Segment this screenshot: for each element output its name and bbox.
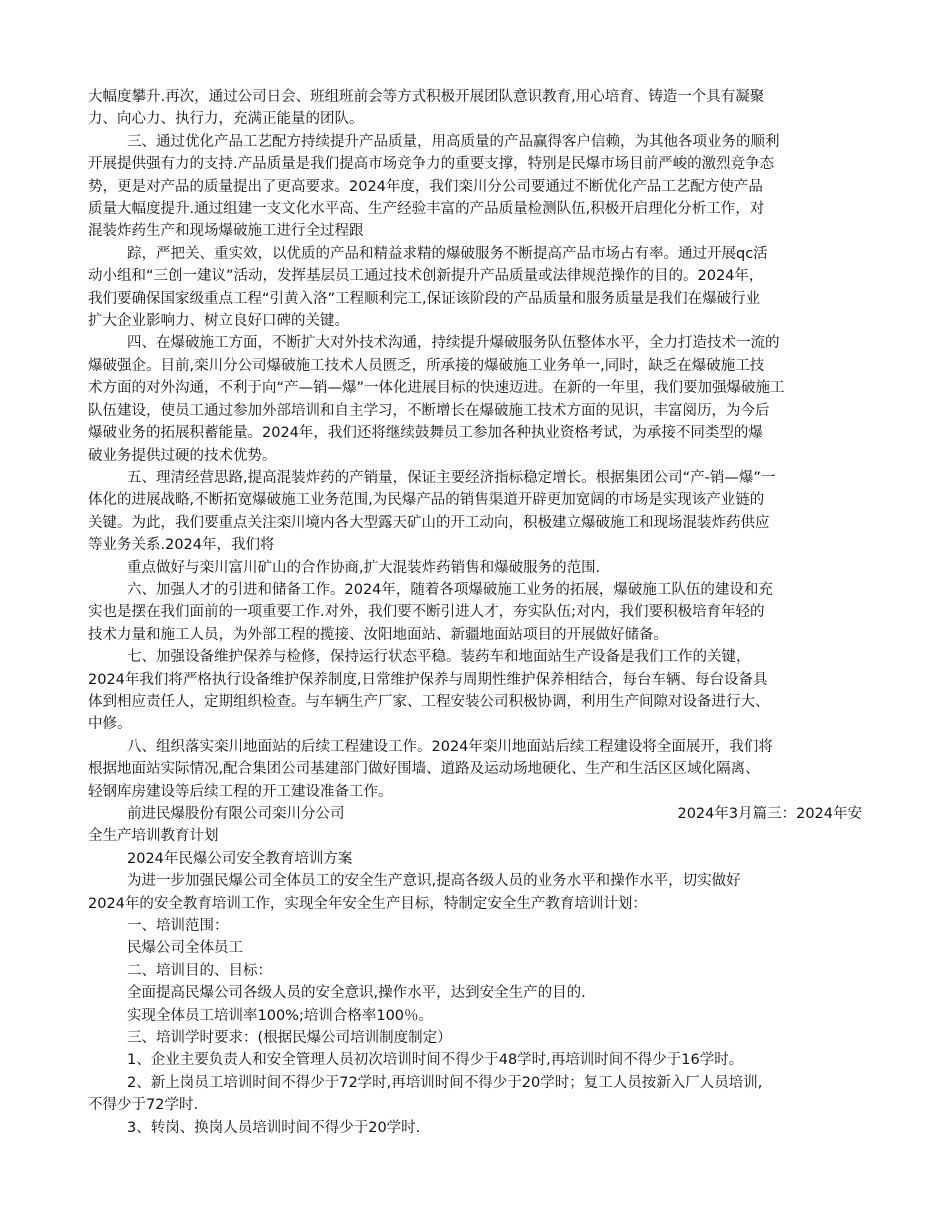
text-line: 势，更是对产品的质量提出了更高要求。2024年度，我们栾川分公司要通过不断优化产品工艺配方使产品 — [88, 178, 763, 195]
paragraph-seven-start: 七、加强设备维护保养与检修，保持运行状态平稳。装药车和地面站生产设备是我们工作的关键， — [127, 649, 751, 666]
section-two-title: 二、培训目的、目标： — [127, 962, 272, 979]
text-line: 等业务关系.2024年，我们将 — [88, 537, 275, 554]
text-line: 混装炸药生产和现场爆破施工进行全过程跟 — [88, 223, 364, 240]
text-line: 质量大幅度提升.通过组建一支文化水平高、生产经验丰富的产品质量检测队伍,积极开启理化分析工作，对 — [88, 201, 765, 218]
text-line: 爆破强企。目前,栾川分公司爆破施工技术人员匮乏，所承接的爆破施工业务单一,同时，缺乏在爆破施工技 — [88, 357, 765, 374]
plan-intro-cont: 2024年的安全教育培训工作，实现全年安全生产目标，特制定安全生产教育培训计划： — [88, 895, 647, 912]
text-line: 我们要确保国家级重点工程“引黄入洛”工程顺利完工,保证该阶段的产品质量和服务质量是我们在爆破行业 — [88, 290, 761, 307]
paragraph-four-start: 四、在爆破施工方面，不断扩大对外技术沟通，持续提升爆破服务队伍整体水平，全力打造技术一流的 — [127, 335, 780, 352]
text-line: 体到相应责任人，定期组织检查。与车辆生产厂家、工程安装公司积极协调，利用生产间隙对设备进行大、 — [88, 693, 770, 710]
text-line: 力、向心力、执行力，充满正能量的团队。 — [88, 111, 364, 128]
paragraph-five-start: 五、理清经营思路,提高混装炸药的产销量，保证主要经济指标稳定增长。根据集团公司“产-销—爆”一 — [127, 469, 776, 486]
text-line: 技术力量和施工人员，为外部工程的揽接、汝阳地面站、新疆地面站项目的开展做好储备。 — [88, 626, 668, 643]
text-line: 扩大企业影响力、树立良好口碑的关键。 — [88, 313, 349, 330]
text-line: 2024年我们将严格执行设备维护保养制度,日常维护保养与周期性维护保养相结合，每台车辆、每台设备具 — [88, 671, 768, 688]
text-line: 术方面的对外沟通，不利于向“产—销—爆”一体化进展目标的快速迈进。在新的一年里，我们要加强爆破施工 — [88, 380, 785, 397]
section-three-item-cont: 不得少于72学时. — [88, 1097, 199, 1114]
section-three-item: 1、企业主要负责人和安全管理人员初次培训时间不得少于48学时,再培训时间不得少于16学时。 — [127, 1052, 744, 1069]
section-three-item: 3、转岗、换岗人员培训时间不得少于20学时. — [127, 1119, 421, 1136]
section-one-body: 民爆公司全体员工 — [127, 940, 243, 957]
text-line: 爆破业务的拓展积蓄能量。2024年，我们还将继续鼓舞员工参加各种执业资格考试，为承接不同类型的爆 — [88, 425, 763, 442]
signature-line — [88, 803, 862, 825]
text-line: 关键。为此，我们要重点关注栾川境内各大型露天矿山的开工动向，积极建立爆破施工和现场混装炸药供应 — [88, 514, 770, 531]
text-line: 踪，严把关、重实效，以优质的产品和精益求精的爆破服务不断提高产品市场占有率。通过开展qc活 — [127, 245, 768, 262]
text-line: 轻钢库房建设等后续工程的开工建设准备工作。 — [88, 783, 393, 800]
text-line: 中修。 — [88, 716, 132, 733]
text-line: 队伍建设，使员工通过参加外部培训和自主学习，不断增长在爆破施工技术方面的见识，丰富阅历，为今后 — [88, 402, 770, 419]
paragraph-three-start: 三、通过优化产品工艺配方持续提升产品质量，用高质量的产品赢得客户信赖，为其他各项业务的顺利 — [127, 133, 780, 150]
text-line: 重点做好与栾川富川矿山的合作协商,扩大混装炸药销售和爆破服务的范围. — [127, 559, 601, 576]
signature-company: 前进民爆股份有限公司栾川分公司 — [127, 806, 345, 822]
text-line: 动小组和“三创一建议”活动，发挥基层员工通过技术创新提升产品质量或法律规范操作的目的。2024年， — [88, 268, 764, 285]
text-line: 破业务提供过硬的技术优势。 — [88, 447, 277, 464]
plan-intro: 为进一步加强民爆公司全体员工的安全生产意识,提高各级人员的业务水平和操作水平，切实做好 — [127, 873, 741, 890]
signature-date: 2024年3月篇三：2024年安 — [677, 806, 862, 822]
text-line: 大幅度攀升.再次，通过公司日会、班组班前会等方式积极开展团队意识教育,用心培育、铸造一个具有凝聚 — [88, 89, 765, 105]
section-three-title: 三、培训学时要求：(根据民爆公司培训制度制定） — [127, 1030, 452, 1047]
text-line: 体化的进展战略,不断拓宽爆破施工业务范围,为民爆产品的销售渠道开辟更加宽阔的市场是实现该产业链的 — [88, 492, 765, 509]
paragraph-eight-start: 八、组织落实栾川地面站的后续工程建设工作。2024年栾川地面站后续工程建设将全面展开，我们将 — [127, 738, 773, 755]
section-two-body: 全面提高民爆公司各级人员的安全意识,操作水平，达到安全生产的目的. — [127, 985, 586, 1002]
text-line: 实也是摆在我们面前的一项重要工作.对外，我们要不断引进人才，夯实队伍;对内，我们要积极培育年轻的 — [88, 604, 765, 621]
document-page — [88, 86, 862, 1139]
text-line: 根据地面站实际情况,配合集团公司基建部门做好围墙、道路及运动场地硬化、生产和生活区区域化隔离、 — [88, 761, 760, 778]
section-one-title: 一、培训范围： — [127, 918, 229, 935]
section-title-cont: 全生产培训教育计划 — [88, 828, 219, 845]
text-line: 开展提供强有力的支持.产品质量是我们提高市场竞争力的重要支撑，特别是民爆市场目前严峻的激烈竞争态 — [88, 156, 775, 173]
paragraph-six-start: 六、加强人才的引进和储备工作。2024年，随着各项爆破施工业务的拓展，爆破施工队伍的建设和充 — [127, 581, 773, 598]
section-two-body: 实现全体员工培训率100%;培训合格率100％。 — [127, 1007, 434, 1024]
section-three-item: 2、新上岗员工培训时间不得少于72学时,再培训时间不得少于20学时；复工人员按新入厂人员培训, — [127, 1074, 763, 1091]
plan-heading: 2024年民爆公司安全教育培训方案 — [127, 850, 353, 867]
